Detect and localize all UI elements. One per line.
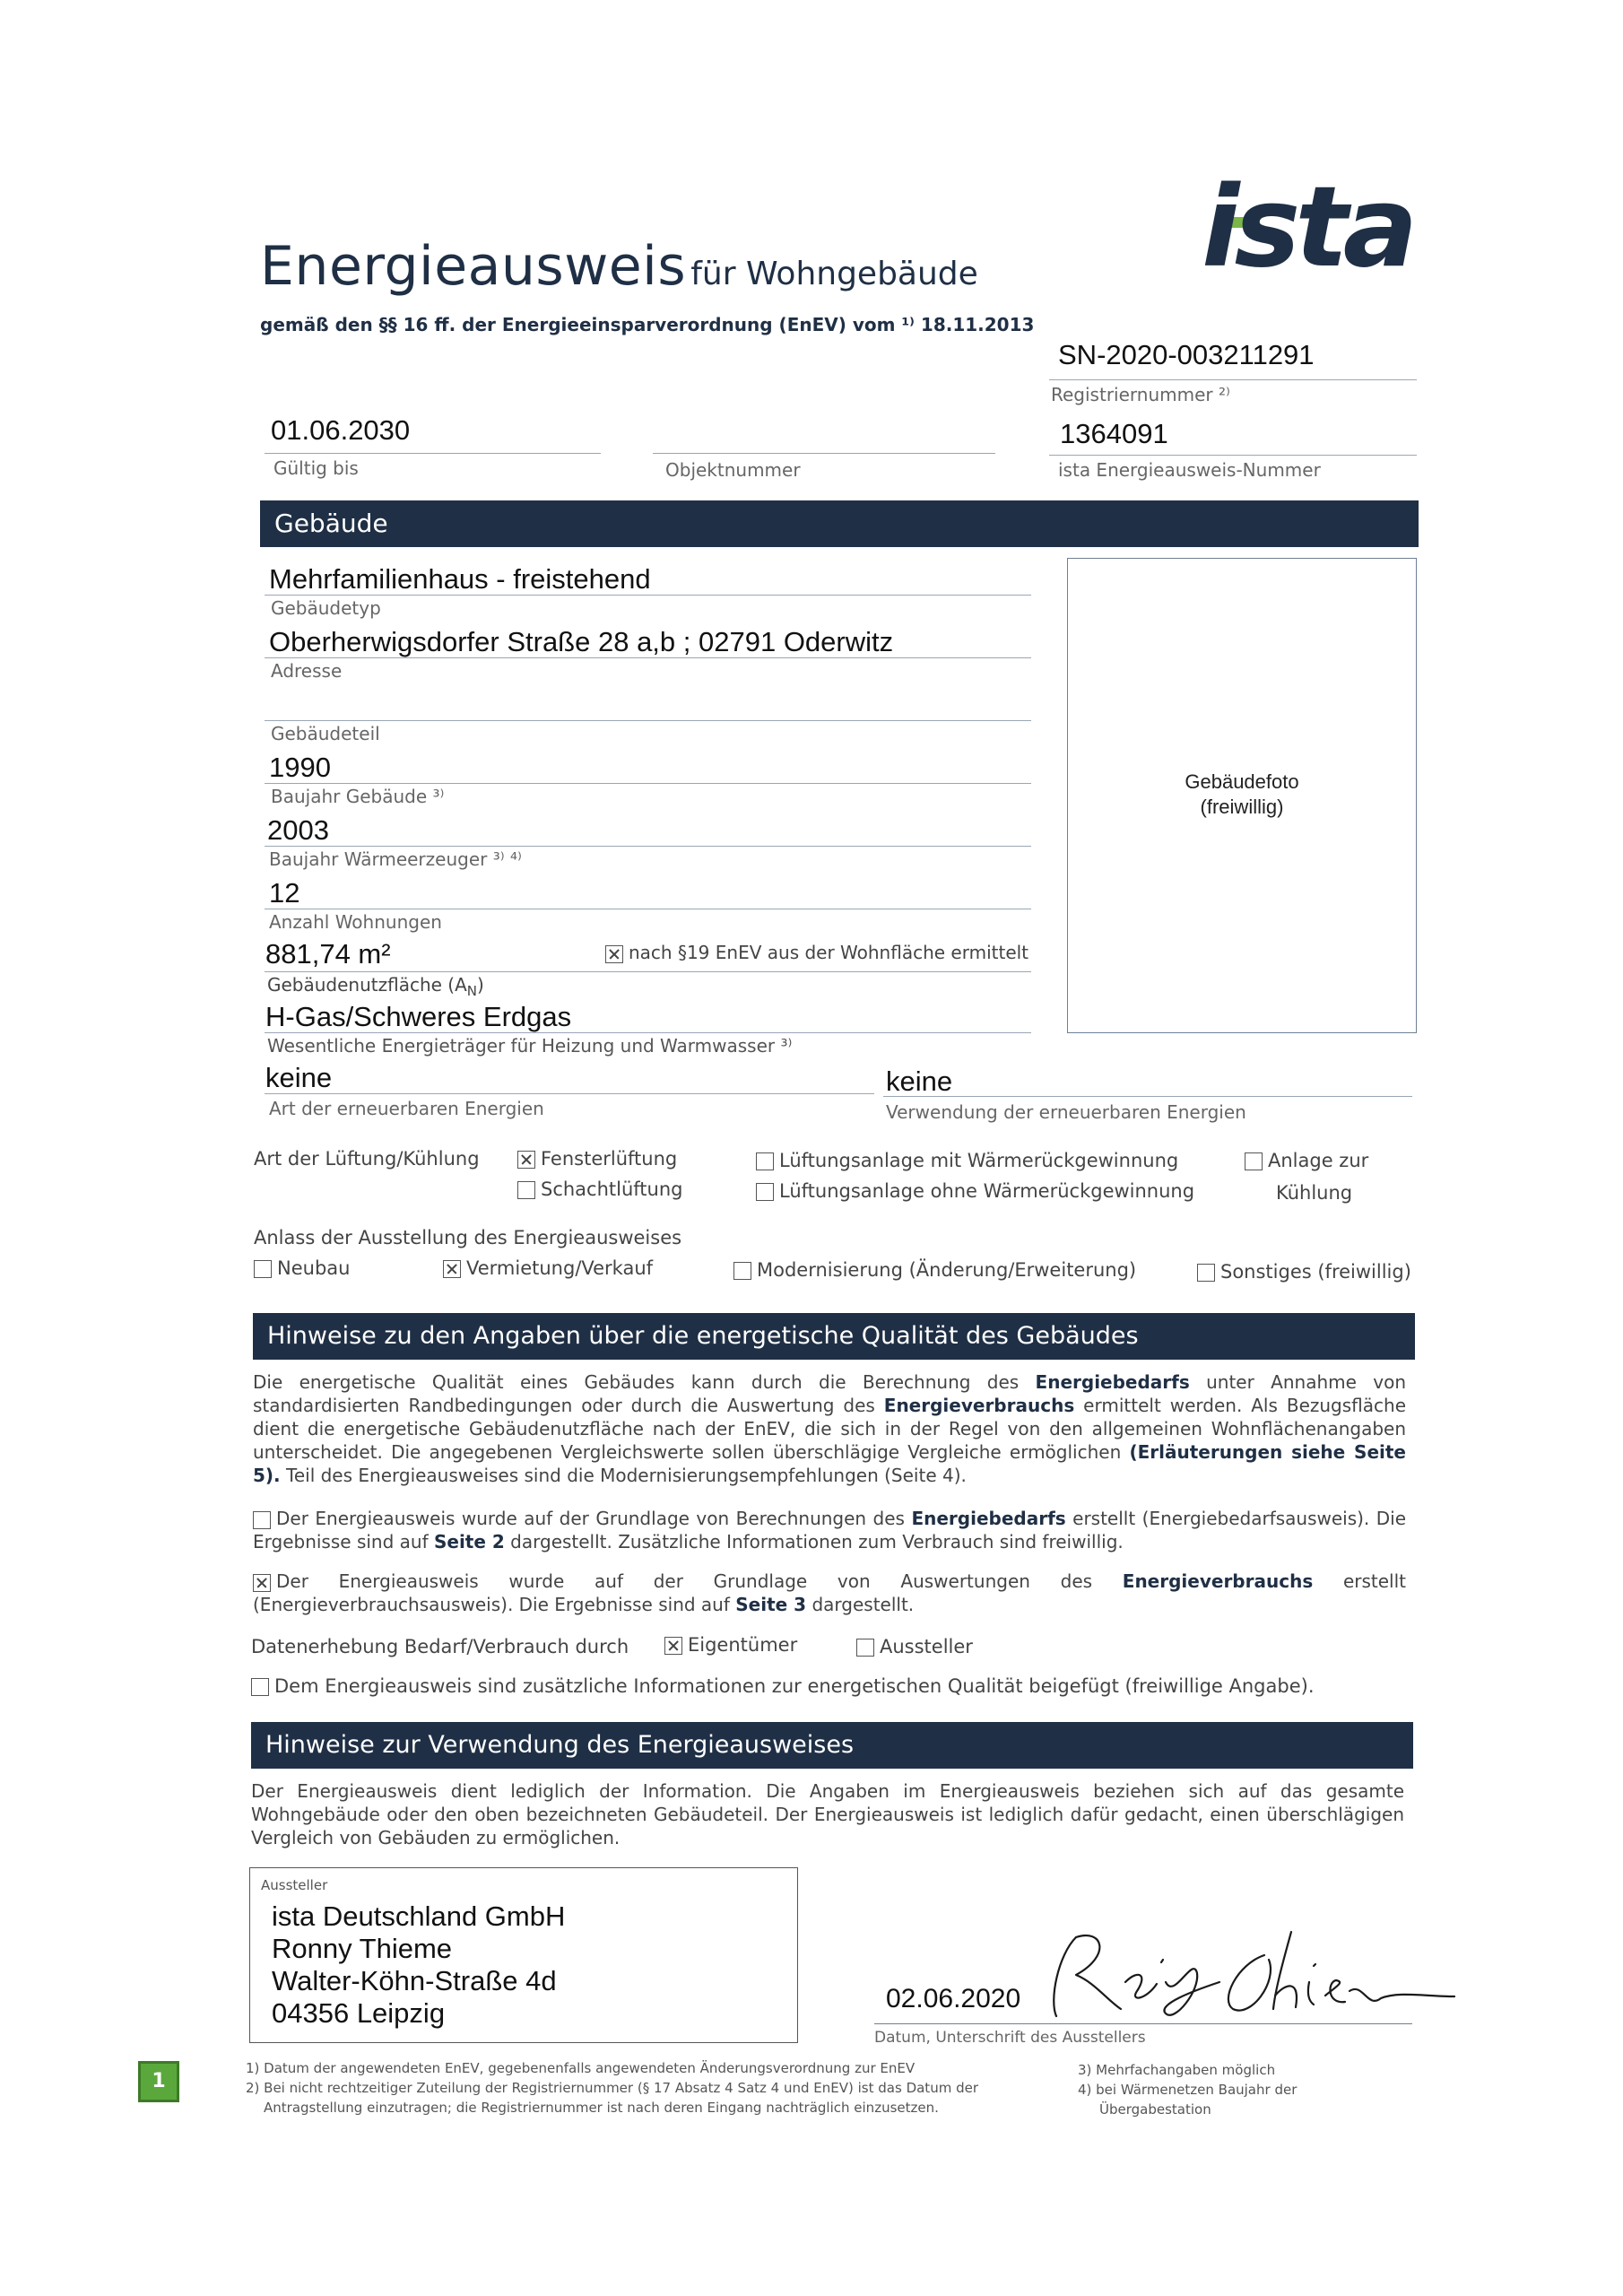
signature-image (1040, 1919, 1462, 2027)
option-window-ventilation: Fensterlüftung (517, 1148, 677, 1170)
ista-energy-certificate-number: 1364091 (1060, 418, 1168, 449)
area-note-checkbox[interactable] (605, 945, 623, 963)
option-modernisation: Modernisierung (Änderung/Erweiterung) (733, 1259, 1136, 1281)
year-built: 1990 (269, 752, 331, 783)
ventilation-without-recovery-checkbox[interactable] (756, 1183, 774, 1201)
footnote-4b: Übergabestation (1099, 2101, 1211, 2118)
issuer-street: Walter-Köhn-Straße 4d (272, 1965, 557, 1996)
ista-number-label: ista Energieausweis-Nummer (1058, 459, 1321, 481)
year-built-label: Baujahr Gebäude ³⁾ (271, 786, 445, 807)
title-main: Energieausweis (260, 235, 687, 298)
usable-area-label: Gebäudenutzfläche $(A_N)$ (267, 974, 484, 999)
year-heater-label: Baujahr Wärmeerzeuger ³⁾ ⁴⁾ (269, 848, 522, 870)
modernisation-checkbox[interactable] (733, 1262, 751, 1280)
apartment-count-label: Anzahl Wohnungen (269, 911, 442, 933)
energy-carrier: H-Gas/Schweres Erdgas (265, 1001, 572, 1032)
option-rent-sale: Vermietung/Verkauf (443, 1257, 653, 1279)
issuer-person: Ronny Thieme (272, 1933, 453, 1964)
issuer-box (249, 1867, 798, 2043)
renewable-type: keine (265, 1062, 333, 1093)
ista-logo (1202, 163, 1421, 305)
object-number-label: Objektnummer (665, 459, 801, 481)
document-subtitle: gemäß den §§ 16 ff. der Energieeinsparverordnung (EnEV) vom ¹⁾ 18.11.2013 (260, 314, 1035, 335)
quality-notes-paragraph: Die energetische Qualität eines Gebäudes kann durch die Berechnung des Energiebedarfs unter Annahme von standardisierten Randbedingungen oder durch die Auswertung des Energieverbrauchs ermittelt werden. Als Bezugsfläche dient die energetische Gebäudenutzfläche nach der EnEV, die sich in der Regel von den allgemeinen Wohnflächenangaben unterscheidet. Die angegebenen Vergleichswerte sollen überschlägige Vergleiche ermöglichen (Erläuterungen siehe Seite 5). Teil des Energieausweises sind die Modernisierungsempfehlungen (Seite 4). (253, 1371, 1407, 1486)
photo-label-2: (freiwillig) (1200, 796, 1284, 818)
registration-number-label: Registriernummer ²⁾ (1051, 384, 1230, 405)
valid-until-label: Gültig bis (273, 457, 359, 479)
consumption-certificate-option: Der Energieausweis wurde auf der Grundlage von Auswertungen des Energieverbrauchs erstellt (Energieverbrauchsausweis). Die Ergebnisse sind auf Seite 3 dargestellt. (253, 1570, 1406, 1615)
usable-area: 881,74 m² (265, 938, 391, 970)
page-number-badge (138, 2061, 179, 2102)
additional-info-option: Dem Energieausweis sind zusätzliche Informationen zur energetischen Qualität beigefügt (freiwillige Angabe). (251, 1675, 1315, 1697)
renewable-type-label: Art der erneuerbaren Energien (269, 1098, 544, 1119)
building-type: Mehrfamilienhaus - freistehend (269, 563, 651, 595)
shaft-ventilation-checkbox[interactable] (517, 1181, 535, 1199)
valid-until: 01.06.2030 (271, 414, 411, 446)
owner-checkbox[interactable] (664, 1637, 682, 1655)
additional-info-checkbox[interactable] (251, 1678, 269, 1696)
new-building-checkbox[interactable] (254, 1260, 272, 1278)
apartment-count: 12 (269, 877, 300, 909)
building-part-label: Gebäudeteil (271, 723, 380, 744)
building-type-label: Gebäudetyp (271, 597, 381, 619)
section-usage-notes: Hinweise zur Verwendung des Energieausweises (251, 1722, 1413, 1769)
option-shaft-ventilation: Schachtlüftung (517, 1178, 683, 1200)
footnote-1: 1) Datum der angewendeten EnEV, gegebenenfalls angewendeten Änderungsverordnung zur EnEV (246, 2060, 916, 2076)
signature-date: 02.06.2020 (886, 1984, 1021, 2013)
area-note-option (605, 942, 1028, 963)
option-issuer: Aussteller (856, 1636, 973, 1657)
option-ventilation-with-recovery: Lüftungsanlage mit Wärmerückgewinnung (756, 1150, 1178, 1171)
energy-carrier-label: Wesentliche Energieträger für Heizung und Warmwasser ³⁾ (267, 1035, 793, 1057)
footnote-2b: Antragstellung einzutragen; die Registriernummer ist nach deren Eingang nachträglich einzusetzen. (264, 2100, 939, 2116)
title-sub: für Wohngebäude (690, 256, 978, 292)
option-other: Sonstiges (freiwillig) (1197, 1261, 1411, 1283)
signature-label: Datum, Unterschrift des Ausstellers (874, 2029, 1146, 2047)
page-number: 1 (152, 2070, 166, 2092)
footnote-3: 3) Mehrfachangaben möglich (1078, 2062, 1276, 2078)
cooling-system-checkbox[interactable] (1245, 1152, 1263, 1170)
option-cooling-system: Anlage zur (1245, 1150, 1368, 1171)
renewable-use-label: Verwendung der erneuerbaren Energien (886, 1101, 1246, 1123)
photo-label-1: Gebäudefoto (1185, 770, 1299, 793)
ista-logo-text: ista (1202, 163, 1413, 292)
rent-sale-checkbox[interactable] (443, 1260, 461, 1278)
option-ventilation-without-recovery: Lüftungsanlage ohne Wärmerückgewinnung (756, 1180, 1194, 1202)
registration-number: SN-2020-003211291 (1058, 339, 1315, 370)
window-ventilation-checkbox[interactable] (517, 1151, 535, 1169)
data-collection-label: Datenerhebung Bedarf/Verbrauch durch (251, 1636, 629, 1657)
address-label: Adresse (271, 660, 343, 682)
cooling-system-label-2: Kühlung (1276, 1182, 1353, 1204)
occasion-label: Anlass der Ausstellung des Energieausweises (254, 1227, 682, 1248)
footnote-2a: 2) Bei nicht rechtzeitiger Zuteilung der Registriernummer (§ 17 Absatz 4 Satz 4 und EnEV) ist das Datum der (246, 2080, 978, 2096)
area-note-text: nach §19 EnEV aus der Wohnfläche ermittelt (629, 942, 1029, 963)
option-new-building: Neubau (254, 1257, 350, 1279)
document-title (260, 235, 978, 298)
section-building: Gebäude (260, 500, 1419, 547)
section-quality-notes: Hinweise zu den Angaben über die energetische Qualität des Gebäudes (253, 1313, 1415, 1360)
issuer-checkbox[interactable] (856, 1639, 874, 1657)
consumption-certificate-checkbox[interactable] (253, 1574, 271, 1592)
other-checkbox[interactable] (1197, 1264, 1215, 1282)
issuer-city: 04356 Leipzig (272, 1997, 446, 2029)
demand-certificate-checkbox[interactable] (253, 1511, 271, 1529)
renewable-use: keine (886, 1065, 953, 1097)
issuer-company: ista Deutschland GmbH (272, 1900, 566, 1932)
building-address: Oberherwigsdorfer Straße 28 a,b ; 02791 Oderwitz (269, 626, 894, 657)
usage-notes-paragraph: Der Energieausweis dient lediglich der Information. Die Angaben im Energieausweis beziehen sich auf das gesamte Wohngebäude oder den oben bezeichneten Gebäudeteil. Der Energieausweis ist lediglich dafür gedacht, einen überschlägigen Vergleich von Gebäuden zu ermöglichen. (251, 1780, 1404, 1848)
ventilation-label: Art der Lüftung/Kühlung (254, 1148, 480, 1170)
option-owner: Eigentümer (664, 1634, 797, 1656)
ventilation-with-recovery-checkbox[interactable] (756, 1152, 774, 1170)
year-heater: 2003 (267, 814, 329, 846)
footnote-4a: 4) bei Wärmenetzen Baujahr der (1078, 2082, 1298, 2098)
building-photo-box (1067, 558, 1417, 1033)
issuer-box-label: Aussteller (261, 1877, 328, 1893)
demand-certificate-option: Der Energieausweis wurde auf der Grundlage von Berechnungen des Energiebedarfs erstellt (Energiebedarfsausweis). Die Ergebnisse sind auf Seite 2 dargestellt. Zusätzliche Informationen zum Verbrauch sind freiwillig. (253, 1508, 1407, 1552)
